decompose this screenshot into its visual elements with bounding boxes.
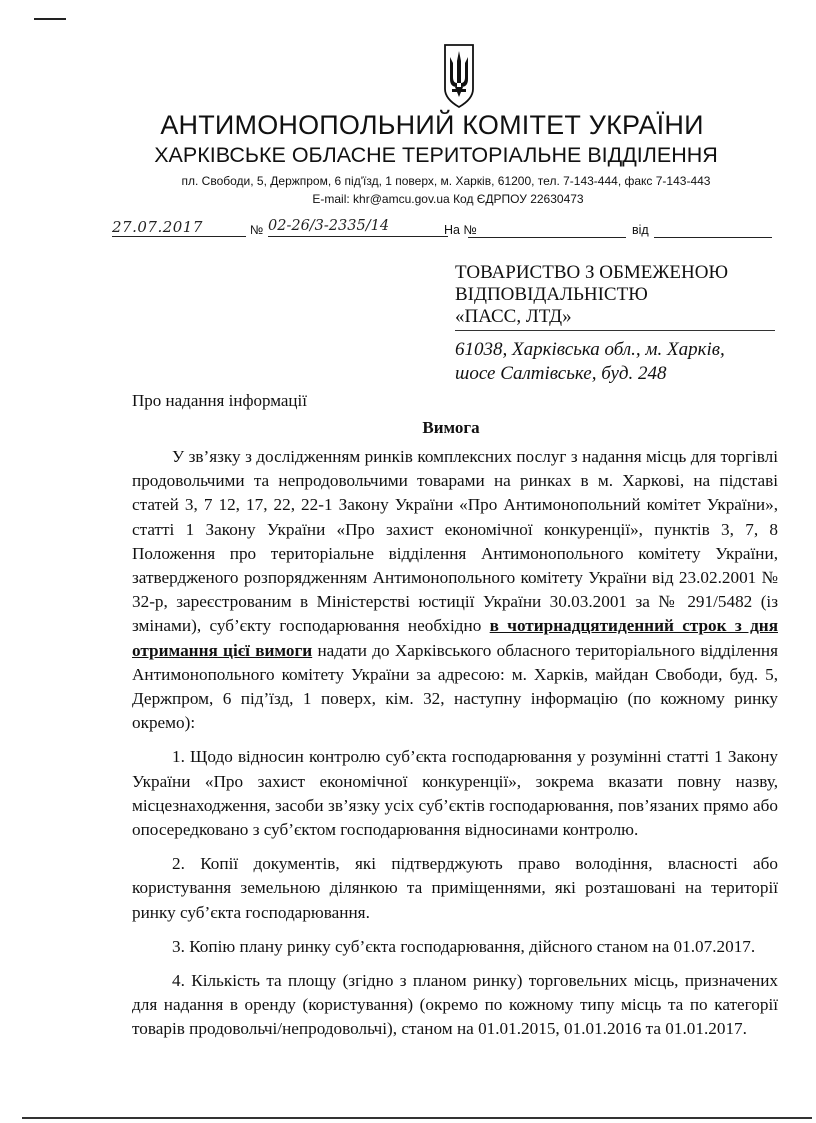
letter-subject: Про надання інформації: [132, 391, 307, 410]
recipient-address-line: шосе Салтівське, буд. 248: [455, 363, 667, 384]
page-mark: [34, 18, 66, 20]
number-label: №: [250, 223, 264, 237]
department-name: ХАРКІВСЬКЕ ОБЛАСНЕ ТЕРИТОРІАЛЬНЕ ВІДДІЛЕННЯ: [154, 143, 718, 167]
from-date-label: від: [632, 223, 649, 237]
document-title: Вимога: [422, 418, 480, 437]
organization-name: АНТИМОНОПОЛЬНИЙ КОМІТЕТ УКРАЇНИ: [160, 110, 704, 140]
trident-coat-of-arms-icon: [443, 43, 475, 109]
recipient-address: [455, 338, 785, 386]
organization-address: пл. Свободи, 5, Держпром, 6 під'їзд, 1 поверх, м. Харків, 61200, тел. 7-143-444, факс 7-143-443: [181, 174, 711, 188]
request-item-3: 3. Копію плану ринку суб’єкта господарювання, дійсного станом на 01.07.2017.: [172, 936, 756, 956]
recipient-name-line: «ПАСС, ЛТД»: [455, 306, 775, 331]
deadline-emphasis: в чотирнадцятиденний строк з дня отримання цієї вимоги: [132, 616, 778, 660]
registration-date: 27.07.2017: [112, 218, 246, 237]
intro-text: У зв’язку з дослідженням ринків комплексних послуг з надання місць для торгівлі продовольчими та непродовольчими товарами на ринках в м. Харкові, на підставі статей 3, 7 12, 17, 22, 22-1 Закону України «Про Антимонопольний комітет України», статті 1 Закону України «Про захист економічної конкуренції», пунктів 3, 7, 8 Положення про територіальне відділення Антимонопольного комітету України, затвердженого розпорядженням Антимонопольного комітету України від 23.02.2001 № 32-р, зареєстрованим в Міністерстві юстиції України 30.03.2001 за № 291/5482 (із змінами), суб’єкту господарювання необхідно: [132, 447, 778, 636]
letter-body: [132, 445, 778, 1052]
registration-number: 02-26/3-2335/14: [268, 218, 448, 237]
reference-number-blank: [468, 237, 626, 238]
recipient-name-line: ВІДПОВІДАЛЬНІСТЮ: [455, 284, 648, 305]
from-date-blank: [654, 237, 772, 238]
intro-paragraph: [132, 445, 778, 735]
registration-line: [0, 218, 816, 248]
recipient-address-line: 61038, Харківська обл., м. Харків,: [455, 339, 725, 360]
intro-text: надати до Харківського обласного територіального відділення Антимонопольного комітету України за адресою: м. Харків, майдан Свободи, буд. 5, Держпром, 6 під’їзд, 1 поверх, кім. 32, наступну інформацію (по кожному ринку окремо):: [132, 640, 778, 733]
reference-label: На №: [444, 223, 477, 237]
request-item-4: 4. Кількість та площу (згідно з планом ринку) торговельних місць, призначених для надання в оренду (користування) (окремо по кожному типу місць та по категорії товарів продовольчі/непродовольчі), станом на 01.01.2015, 01.01.2016 та 01.01.2017.: [132, 971, 778, 1039]
request-item-2: 2. Копії документів, які підтверджують право володіння, власності або користування земельною ділянкою та приміщеннями, які розташовані на території ринку суб’єкта господарювання.: [132, 854, 778, 922]
organization-contacts: E-mail: khr@amcu.gov.ua Код ЄДРПОУ 22630473: [312, 192, 584, 206]
recipient-name: [455, 262, 775, 331]
request-item-1: 1. Щодо відносин контролю суб’єкта господарювання у розумінні статті 1 Закону України «Про захист економічної конкуренції», зокрема вказати повну назву, місцезнаходження, засоби зв’язку усіх суб’єктів господарювання, пов’язаних прямо або опосередковано з суб’єктом господарювання відносинами контролю.: [132, 747, 778, 840]
page-bottom-edge: [22, 1117, 812, 1119]
recipient-name-line: ТОВАРИСТВО З ОБМЕЖЕНОЮ: [455, 262, 728, 283]
